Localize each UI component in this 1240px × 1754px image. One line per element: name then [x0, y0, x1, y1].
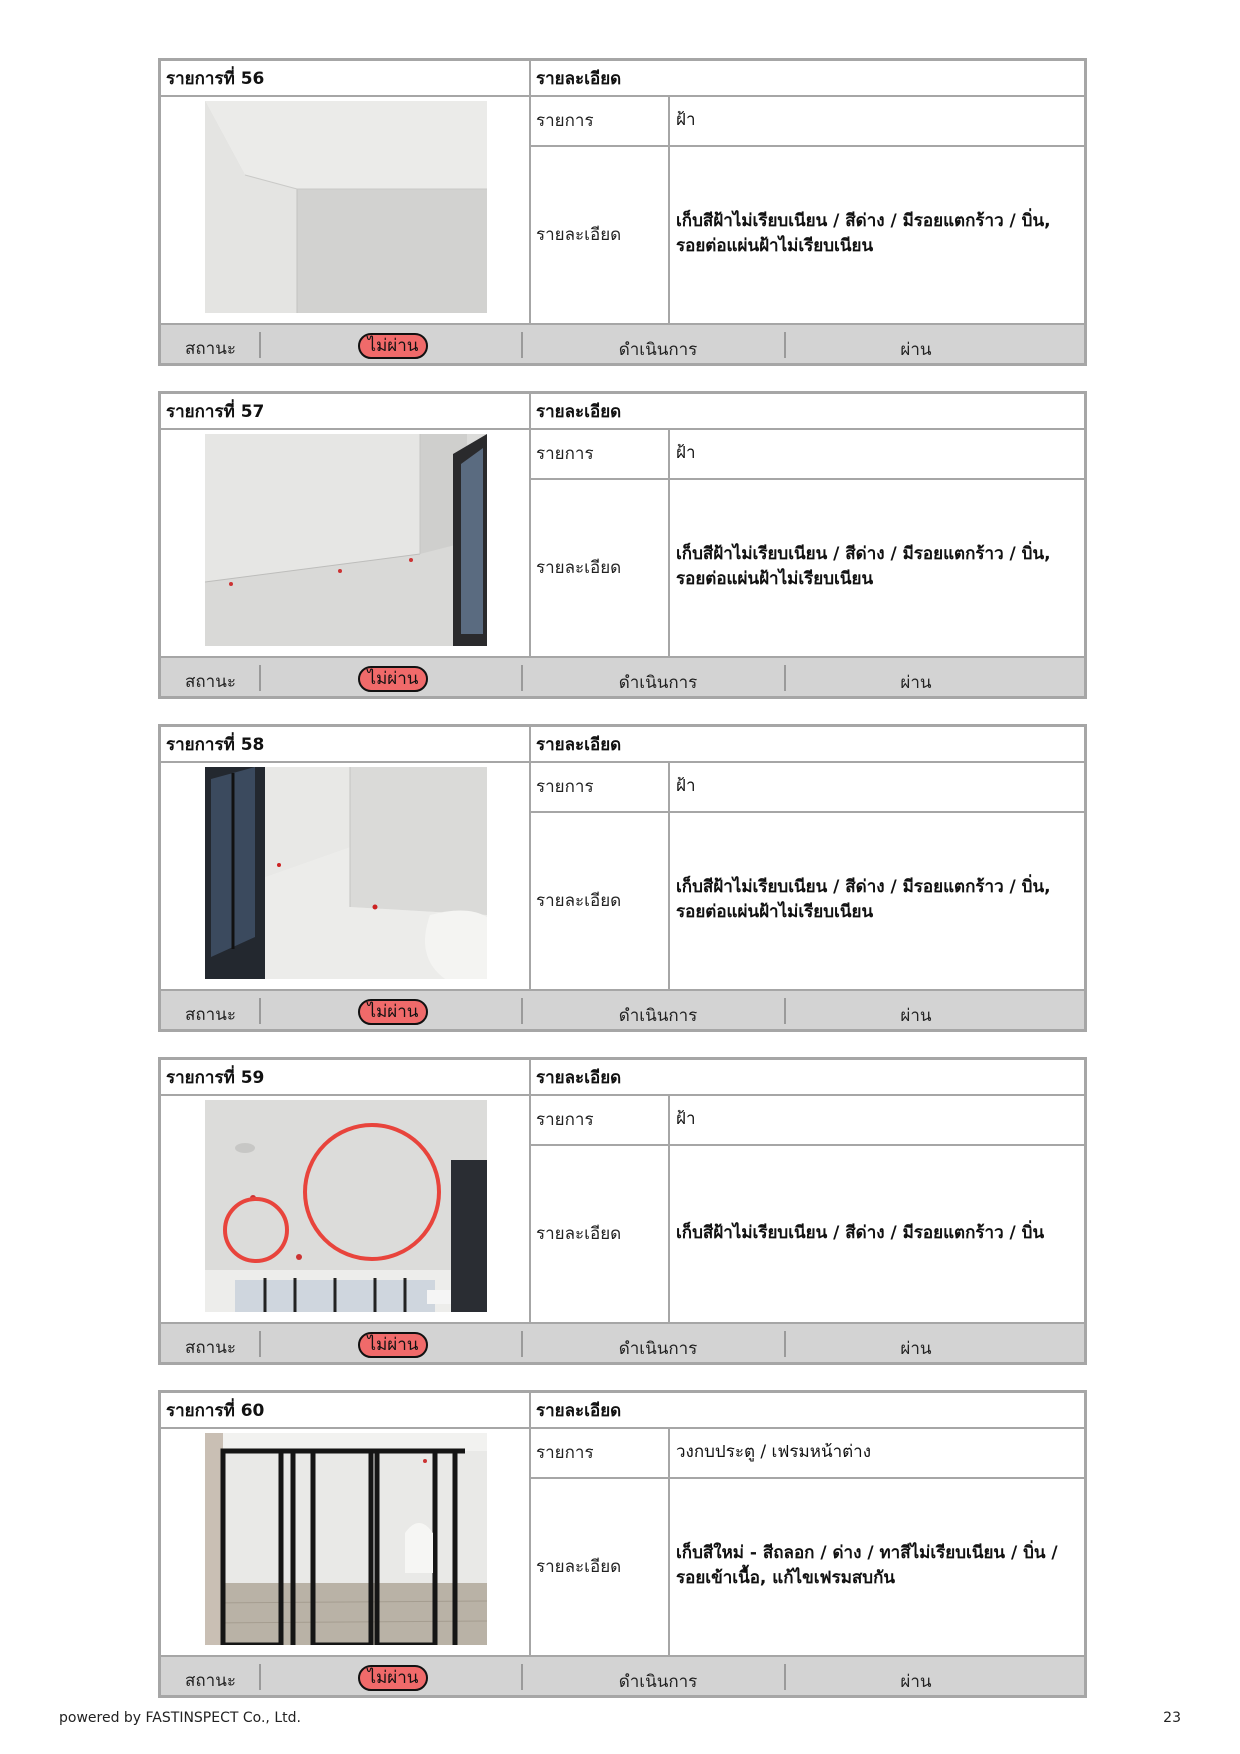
item-value: ฝ้า: [676, 775, 696, 796]
detail-value: [670, 1144, 1084, 1322]
detail-line-2: รอยต่อแผ่นฝ้าไม่เรียบเนียน: [676, 236, 874, 256]
ceiling-corner-photo[interactable]: [205, 101, 487, 313]
status-divider: [784, 1331, 786, 1357]
fail-status-badge[interactable]: ไม่ผ่าน: [358, 1665, 428, 1691]
status-divider: [521, 1664, 523, 1690]
status-label: สถานะ: [185, 339, 236, 359]
item-label: รายการ: [531, 761, 670, 811]
item-label: รายการ: [531, 1094, 670, 1144]
status-bar: [161, 1322, 1084, 1362]
card-header: [161, 727, 1084, 763]
photo-cell: [161, 95, 531, 323]
ceiling-step-photo[interactable]: [205, 767, 487, 979]
status-divider: [521, 665, 523, 691]
status-label: สถานะ: [185, 672, 236, 692]
detail-value: [670, 478, 1084, 656]
detail-line-1: เก็บสีฝ้าไม่เรียบเนียน / สีด่าง / มีรอยแตกร้าว / บิ่น,: [676, 544, 1051, 564]
status-divider: [784, 665, 786, 691]
status-divider: [521, 1331, 523, 1357]
in-progress-option[interactable]: ดำเนินการ: [618, 1006, 698, 1026]
pass-option[interactable]: ผ่าน: [900, 1006, 932, 1026]
pass-option[interactable]: ผ่าน: [900, 1339, 932, 1359]
status-divider: [259, 1331, 261, 1357]
card-header: [161, 1393, 1084, 1429]
item-label: รายการ: [531, 95, 670, 145]
detail-line-2: รอยเข้าเนื้อ, แก้ไขเฟรมสบกัน: [676, 1568, 895, 1588]
status-label: สถานะ: [185, 1005, 236, 1025]
inspection-card-59: [158, 1057, 1087, 1365]
detail-line-1: เก็บสีฝ้าไม่เรียบเนียน / สีด่าง / มีรอยแตกร้าว / บิ่น,: [676, 211, 1051, 231]
ceiling-window-photo[interactable]: [205, 434, 487, 646]
pass-option[interactable]: ผ่าน: [900, 673, 932, 693]
status-divider: [521, 332, 523, 358]
status-bar: [161, 1655, 1084, 1695]
detail-line-1: เก็บสีฝ้าไม่เรียบเนียน / สีด่าง / มีรอยแตกร้าว / บิ่น: [676, 1222, 1045, 1243]
photo-cell: [161, 428, 531, 656]
status-bar: [161, 656, 1084, 696]
pass-option[interactable]: ผ่าน: [900, 1672, 932, 1692]
item-title: รายการที่ 60: [161, 1393, 531, 1427]
inspection-card-57: [158, 391, 1087, 699]
item-label: รายการ: [531, 1427, 670, 1477]
fail-status-badge[interactable]: ไม่ผ่าน: [358, 999, 428, 1025]
inspection-card-56: [158, 58, 1087, 366]
detail-line-1: เก็บสีใหม่ - สีถลอก / ด่าง / ทาสีไม่เรียบเนียน / บิ่น /: [676, 1543, 1058, 1563]
fail-status-badge[interactable]: ไม่ผ่าน: [358, 333, 428, 359]
status-divider: [259, 332, 261, 358]
status-label: สถานะ: [185, 1338, 236, 1358]
item-title: รายการที่ 59: [161, 1060, 531, 1094]
inspection-card-60: [158, 1390, 1087, 1698]
in-progress-option[interactable]: ดำเนินการ: [618, 1672, 698, 1692]
footer-powered-by: powered by FASTINSPECT Co., Ltd.: [59, 1710, 301, 1726]
pass-option[interactable]: ผ่าน: [900, 340, 932, 360]
item-value: ฝ้า: [676, 1108, 696, 1129]
status-divider: [784, 332, 786, 358]
photo-cell: [161, 1094, 531, 1322]
fail-status-badge[interactable]: ไม่ผ่าน: [358, 666, 428, 692]
in-progress-option[interactable]: ดำเนินการ: [618, 1339, 698, 1359]
status-divider: [521, 998, 523, 1024]
fail-status-badge[interactable]: ไม่ผ่าน: [358, 1332, 428, 1358]
status-label: สถานะ: [185, 1671, 236, 1691]
detail-label: รายละเอียด: [531, 1144, 670, 1322]
card-header: [161, 394, 1084, 430]
inspection-card-58: [158, 724, 1087, 1032]
status-divider: [784, 1664, 786, 1690]
detail-value: [670, 145, 1084, 323]
photo-cell: [161, 1427, 531, 1655]
detail-label: รายละเอียด: [531, 145, 670, 323]
item-label: รายการ: [531, 428, 670, 478]
detail-line-1: เก็บสีฝ้าไม่เรียบเนียน / สีด่าง / มีรอยแตกร้าว / บิ่น,: [676, 877, 1051, 897]
details-header: รายละเอียด: [536, 402, 622, 422]
item-value: ฝ้า: [676, 442, 696, 463]
status-bar: [161, 323, 1084, 363]
item-value: วงกบประตู / เฟรมหน้าต่าง: [676, 1441, 872, 1462]
door-frame-photo[interactable]: [205, 1433, 487, 1645]
detail-line-2: รอยต่อแผ่นฝ้าไม่เรียบเนียน: [676, 902, 874, 922]
item-title: รายการที่ 58: [161, 727, 531, 761]
status-divider: [259, 998, 261, 1024]
status-divider: [259, 1664, 261, 1690]
ceiling-circled-photo[interactable]: [205, 1100, 487, 1312]
in-progress-option[interactable]: ดำเนินการ: [618, 340, 698, 360]
detail-value: [670, 1477, 1084, 1655]
detail-label: รายละเอียด: [531, 478, 670, 656]
status-bar: [161, 989, 1084, 1029]
item-title: รายการที่ 57: [161, 394, 531, 428]
detail-line-2: รอยต่อแผ่นฝ้าไม่เรียบเนียน: [676, 569, 874, 589]
card-header: [161, 61, 1084, 97]
details-header: รายละเอียด: [536, 1068, 622, 1088]
details-header: รายละเอียด: [536, 69, 622, 89]
detail-label: รายละเอียด: [531, 1477, 670, 1655]
details-header: รายละเอียด: [536, 1401, 622, 1421]
detail-label: รายละเอียด: [531, 811, 670, 989]
card-header: [161, 1060, 1084, 1096]
details-header: รายละเอียด: [536, 735, 622, 755]
status-divider: [784, 998, 786, 1024]
detail-value: [670, 811, 1084, 989]
photo-cell: [161, 761, 531, 989]
page-number: 23: [1163, 1710, 1181, 1726]
status-divider: [259, 665, 261, 691]
item-title: รายการที่ 56: [161, 61, 531, 95]
item-value: ฝ้า: [676, 109, 696, 130]
in-progress-option[interactable]: ดำเนินการ: [618, 673, 698, 693]
